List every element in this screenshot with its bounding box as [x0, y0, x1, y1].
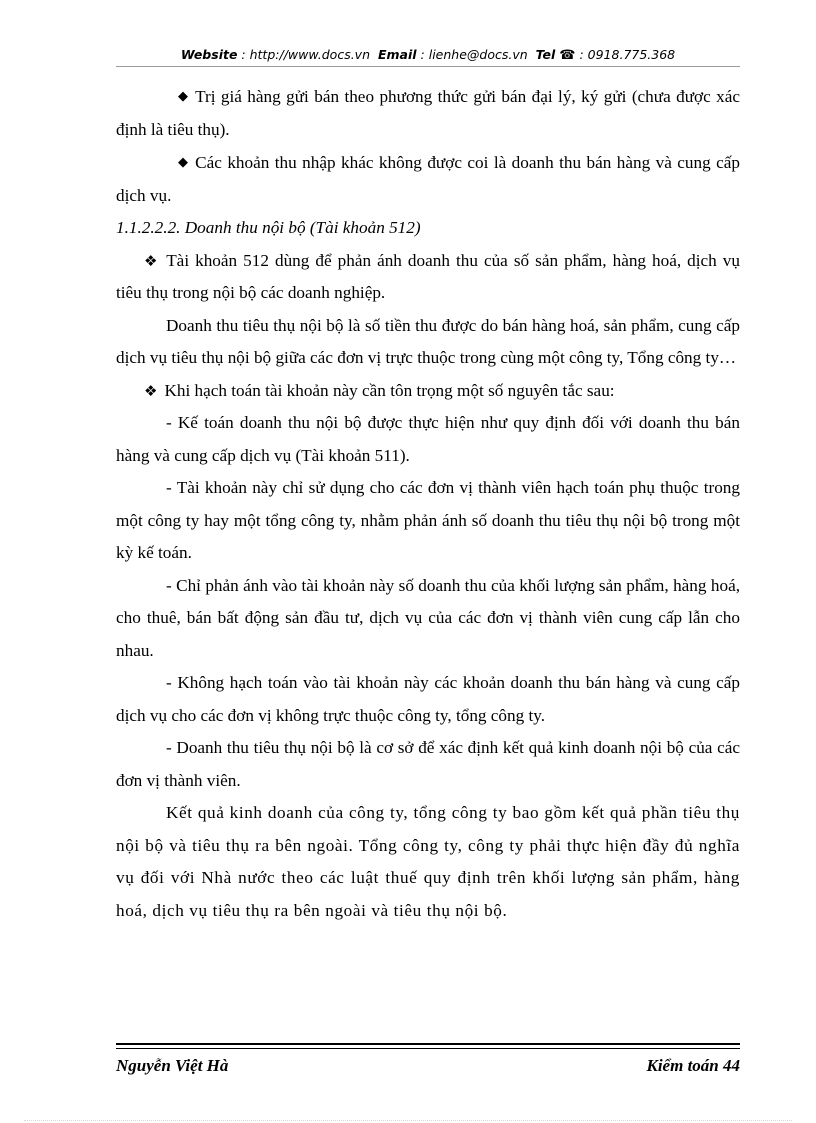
- footer-rule-thin: [116, 1048, 740, 1049]
- page-content: [116, 80, 740, 927]
- phone-icon: ☎: [559, 48, 576, 63]
- body-paragraph: Kết quả kinh doanh của công ty, tổng công ty bao gồm kết quả phần tiêu thụ nội bộ và tiêu thụ ra bên ngoài. Tổng công ty, công ty phải thực hiện đầy đủ nghĩa vụ đối với Nhà nước theo các luật thuế quy định trên khối lượng sản phẩm, hàng hoá, dịch vụ tiêu thụ ra bên ngoài và tiêu thụ nội bộ.: [116, 803, 740, 920]
- star-text: Tài khoản 512 dùng để phản ánh doanh thu của số sản phẩm, hàng hoá, dịch vụ tiêu thụ trong nội bộ các doanh nghiệp.: [116, 250, 740, 302]
- footer-author: Nguyễn Việt Hà: [116, 1056, 229, 1075]
- section-heading: 1.1.2.2.2. Doanh thu nội bộ (Tài khoản 512): [116, 218, 421, 237]
- bullet-text: Các khoản thu nhập khác không được coi là doanh thu bán hàng và cung cấp dịch vụ.: [116, 153, 741, 205]
- tel-value: : 0918.775.368: [579, 47, 676, 62]
- dash-paragraph: - Tài khoản này chỉ sử dụng cho các đơn vị thành viên hạch toán phụ thuộc trong một công ty hay một tổng công ty, nhằm phản ánh số doanh thu tiêu thụ nội bộ trong một kỳ kế toán.: [116, 478, 740, 562]
- dash-paragraph: - Kế toán doanh thu nội bộ được thực hiện như quy định đối với doanh thu bán hàng và cung cấp dịch vụ (Tài khoản 511).: [116, 413, 740, 465]
- star-paragraph: [116, 245, 740, 310]
- dash-paragraph: - Không hạch toán vào tài khoản này các khoản doanh thu bán hàng và cung cấp dịch vụ cho các đơn vị không trực thuộc công ty, tổng công ty.: [116, 673, 740, 725]
- tel-label: Tel: [535, 47, 556, 62]
- diamond-bullet-icon: ◆: [178, 154, 190, 169]
- bullet-paragraph: [116, 146, 740, 212]
- four-diamond-star-icon: ❖: [144, 381, 158, 400]
- website-value: : http://www.docs.vn: [241, 47, 371, 62]
- dash-paragraph: - Doanh thu tiêu thụ nội bộ là cơ sở để xác định kết quả kinh doanh nội bộ của các đơn vị thành viên.: [116, 738, 740, 790]
- dash-paragraph: - Chỉ phản ánh vào tài khoản này số doanh thu của khối lượng sản phẩm, hàng hoá, cho thuê, bán bất động sản đầu tư, dịch vụ của các đơn vị thành viên cung cấp lẫn cho nhau.: [116, 575, 740, 660]
- footer-rule-thick: [116, 1043, 740, 1045]
- footer-page-label: Kiểm toán 44: [646, 1056, 740, 1075]
- bullet-text: Trị giá hàng gửi bán theo phương thức gửi bán đại lý, ký gửi (chưa được xác định là tiêu thụ).: [116, 87, 740, 139]
- star-text: Khi hạch toán tài khoản này cần tôn trọng một số nguyên tắc sau:: [164, 380, 615, 400]
- diamond-bullet-icon: ◆: [178, 88, 190, 103]
- body-paragraph: Doanh thu tiêu thụ nội bộ là số tiền thu được do bán hàng hoá, sản phẩm, cung cấp dịch vụ tiêu thụ nội bộ giữa các đơn vị trực thuộc trong cùng một công ty, Tổng công ty…: [116, 315, 740, 367]
- email-value: : lienhe@docs.vn: [420, 47, 528, 62]
- four-diamond-star-icon: ❖: [144, 251, 160, 270]
- website-label: Website: [180, 47, 238, 62]
- bullet-paragraph: [116, 80, 740, 146]
- page-boundary: [24, 1120, 792, 1121]
- header-rule: [116, 66, 740, 67]
- page-header: [116, 46, 740, 65]
- star-paragraph: [116, 375, 740, 408]
- email-label: Email: [377, 47, 417, 62]
